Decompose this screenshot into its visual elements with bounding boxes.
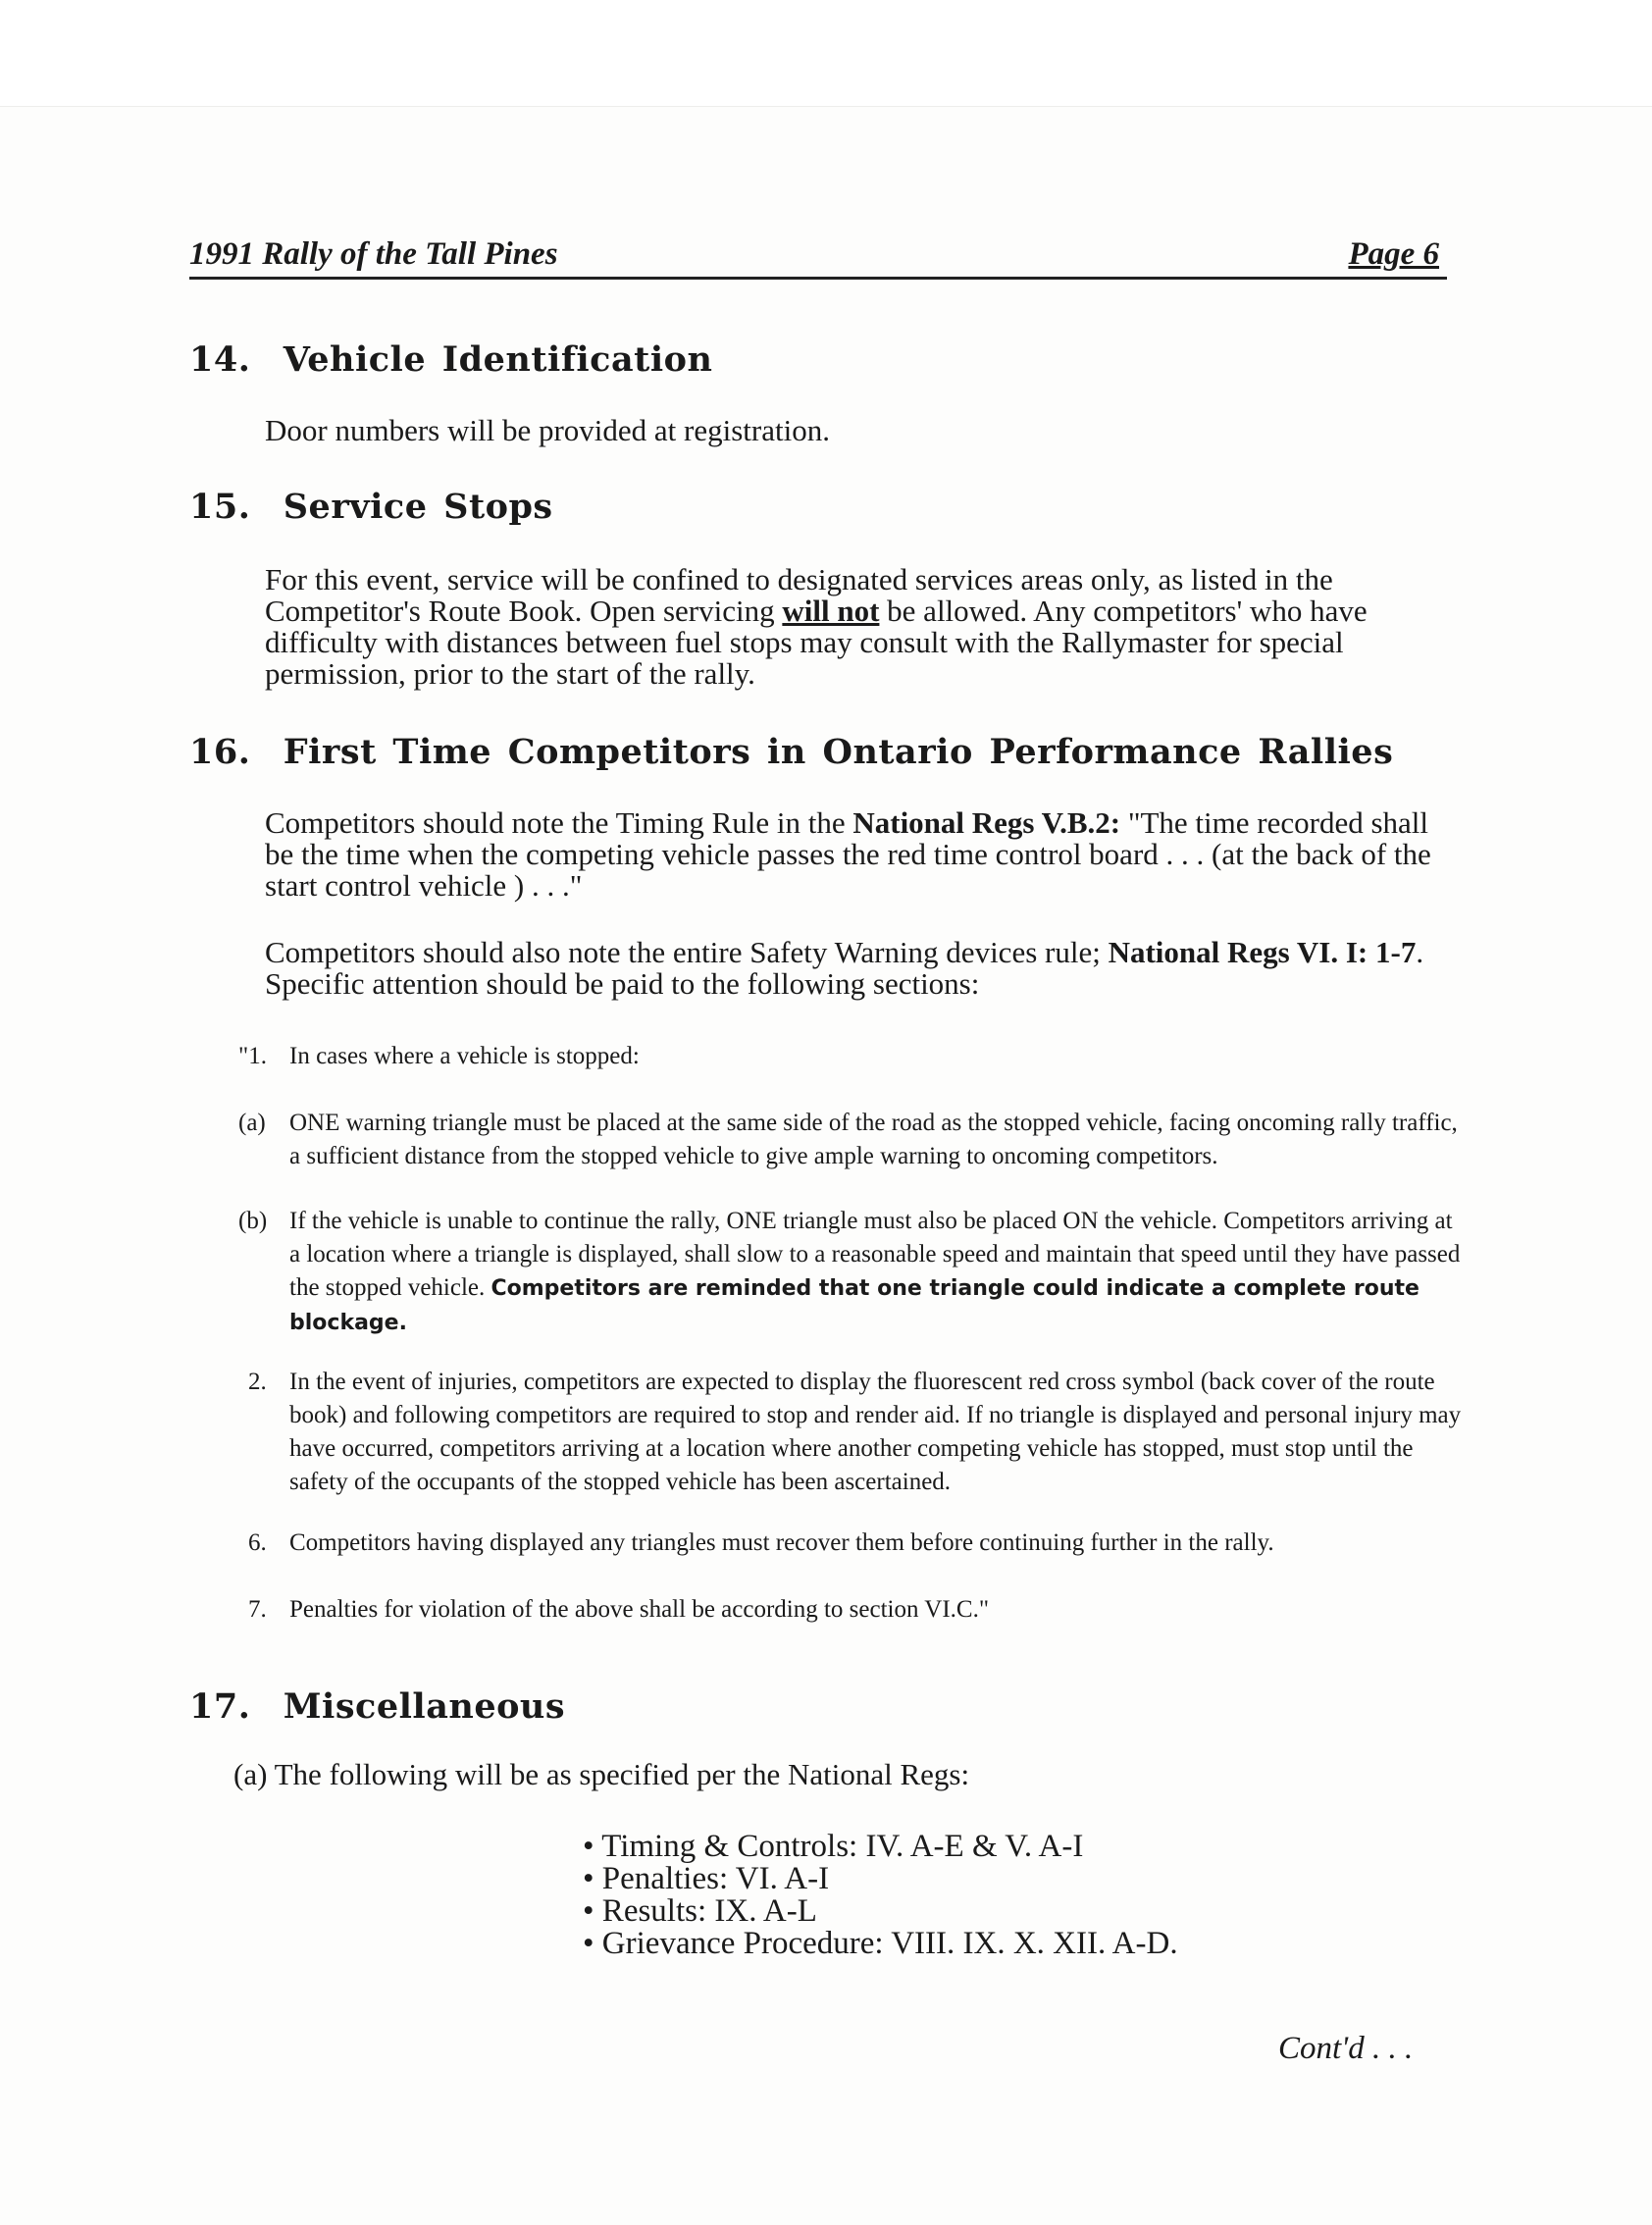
section-17-intro: (a) The following will be as specified per the National Regs: [233, 1757, 970, 1791]
list-item: • Penalties: VI. A-I [583, 1861, 830, 1896]
continued-note: Cont'd . . . [1278, 2031, 1414, 2066]
document-page: 1991 Rally of the Tall Pines Page 6 14. Vehicle Identification Door numbers will be provided at registration. 15. Service Stops For this event, service will be confined to designated services areas only, as listed in the Competitor's Route Book. Open servicing will not be allowed. Any competitors' who have difficulty with distances between fuel stops may consult with the Rallymaster for special permission, prior to the start of the rally. 16. First Time Competitors in Ontario Performance Rallies Competitors should note the Timing Rule in the National Regs V.B.2: "The time recorded shall be the time when the competing vehicle passes the red time control board . . . (at the back of the start control vehicle ) . . ." Competitors should also note the entire Safety Warning devices rule; National Regs VI. I: 1-7. Specific attention should be paid to the following sections: "1. In cases where a vehicle is stopped: (a) ONE warning triangle must be placed at the same side of the road as the stopped vehicle, facing oncoming rally traffic, a sufficient distance from the stopped vehicle to give ample warning to oncoming competitors. (b) If the vehicle is unable to continue the rally, ONE triangle must also be placed ON the vehicle. Competitors arriving at a location where a triangle is displayed, shall slow to a reasonable speed and maintain that speed until they have passed the stopped vehicle. Competitors are reminded that one triangle could indicate a complete route blockage. 2. In the event of injuries, competitors are expected to display the fluorescent red cross symbol (back cover of the route book) and following competitors are required to stop and render aid. If no triangle is displayed and personal injury may have occurred, competitors arriving at a location where another competing vehicle has stopped, must stop until the safety of the occupants of the stopped vehicle has been ascertained. 6. Competitors having displayed any triangles must recover them before continuing further in the rally. 7. Penalties for violation of the above shall be according to section VI.C." 17. Miscellaneous (a) The following will be as specified per the National Regs: • Timing & Controls: IV. A-E & V. A-I • Penalties: VI. A-I • Results: IX. A-L • Grievance Procedure: VIII. IX. X. XII. A-D. Cont'd . . . [0, 0, 1652, 2225]
section-14-heading: 14. Vehicle Identification [189, 339, 713, 380]
scan-top-margin [0, 0, 1652, 107]
will-not-emphasis: will not [782, 594, 880, 628]
list-item: • Timing & Controls: IV. A-E & V. A-I [583, 1829, 1084, 1864]
list-item: • Grievance Procedure: VIII. IX. X. XII. A-D. [583, 1926, 1178, 1961]
section-16-heading: 16. First Time Competitors in Ontario Performance Rallies [189, 732, 1394, 772]
national-regs-list [583, 1831, 1178, 1960]
page-number: Page 6 [1348, 236, 1439, 272]
section-15-heading: 15. Service Stops [189, 487, 553, 527]
section-17-heading: 17. Miscellaneous [189, 1686, 566, 1727]
section-14-text: Door numbers will be provided at registration. [265, 413, 830, 447]
section-15-text: For this event, service will be confined to designated services areas only, as listed in the Competitor's Route Book. Open servicing will not be allowed. Any competitors' who have difficulty with distances between fuel stops may consult with the Rallymaster for special permission, prior to the start of the rally. [265, 562, 1368, 691]
document-title: 1991 Rally of the Tall Pines [189, 236, 558, 272]
route-blockage-warning: Competitors are reminded that one triangle could indicate a complete route blockage. [289, 1276, 1420, 1335]
list-item: • Results: IX. A-L [583, 1893, 817, 1929]
section-16-paragraph-1: Competitors should note the Timing Rule in the National Regs V.B.2: "The time recorded shall be the time when the competing vehicle passes the red time control board . . . (at the back of the start control vehicle ) . . ." [265, 805, 1431, 903]
page-header [189, 230, 1447, 280]
section-16-paragraph-2: Competitors should also note the entire Safety Warning devices rule; National Regs VI. I: 1-7. Specific attention should be paid to the following sections: [265, 935, 1424, 1001]
